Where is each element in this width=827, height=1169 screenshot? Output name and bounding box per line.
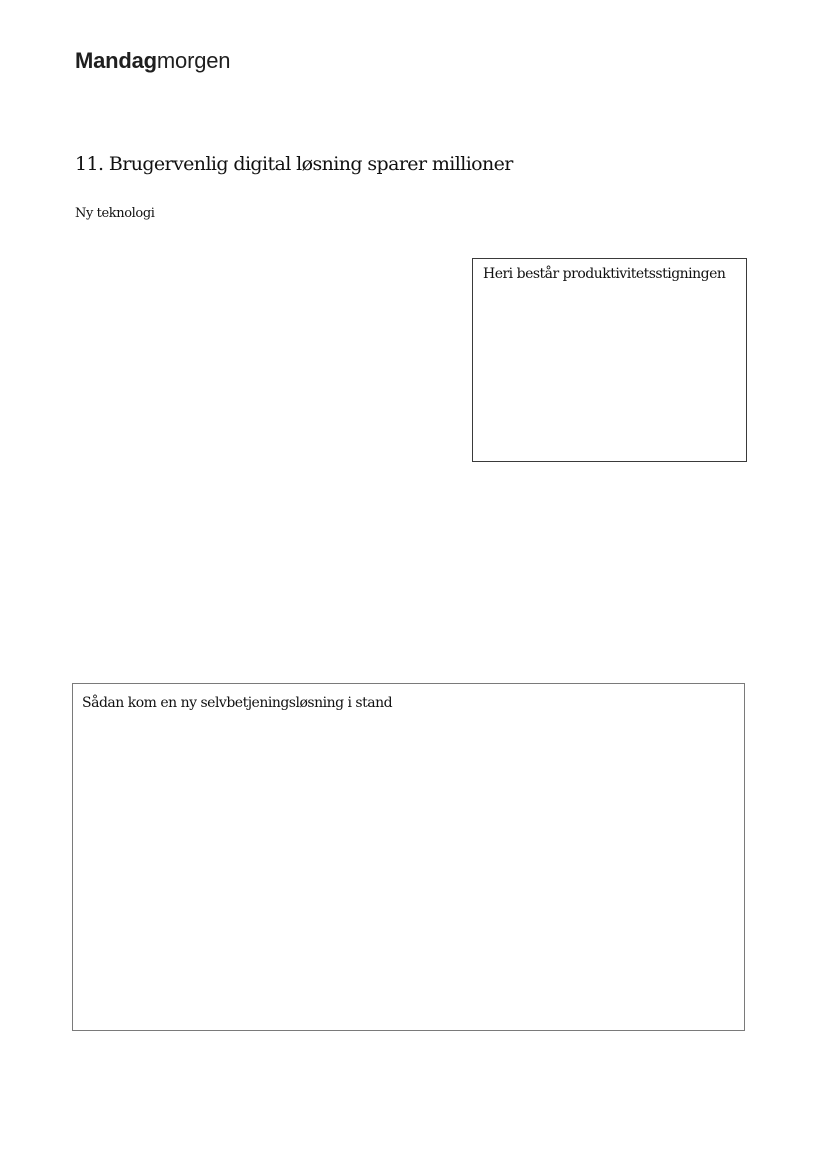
logo-light-part: morgen: [156, 48, 231, 73]
selfservice-factbox-title: Sådan kom en ny selvbetjeningsløsning i stand: [82, 695, 393, 711]
selfservice-factbox: [72, 683, 745, 1031]
article-category: Ny teknologi: [75, 206, 155, 221]
logo: [75, 47, 230, 75]
logo-bold-part: Mandag: [75, 48, 157, 73]
productivity-factbox-title: Heri består produktivitetsstigningen: [483, 266, 726, 282]
article-title: 11. Brugervenlig digital løsning sparer millioner: [75, 153, 513, 175]
productivity-factbox: [472, 258, 747, 462]
